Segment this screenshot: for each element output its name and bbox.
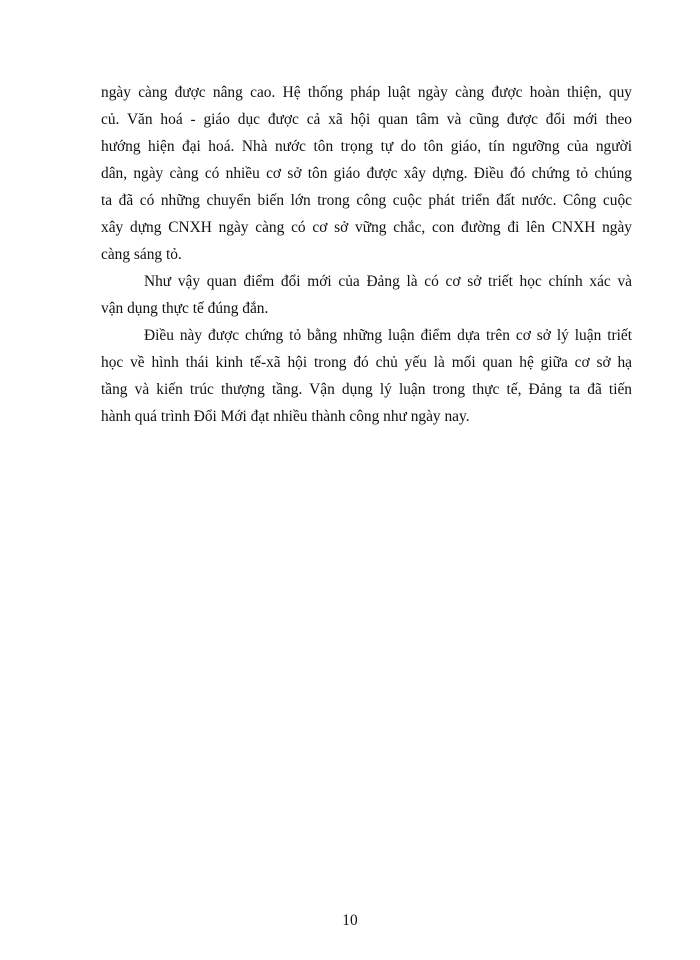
text-line: hành quá trình Đổi Mới đạt nhiều thành công như ngày nay. bbox=[101, 408, 470, 425]
text-line: học về hình thái kinh tế-xã hội trong đó chủ yếu là mối quan hệ giữa cơ sở hạ bbox=[101, 354, 632, 371]
text-line: củ. Văn hoá - giáo dục được cả xã hội quan tâm và cũng được đổi mới theo bbox=[101, 111, 632, 128]
text-line: càng sáng tỏ. bbox=[101, 246, 182, 263]
text-line: ta đã có những chuyển biến lớn trong công cuộc phát triển đất nước. Công cuộc bbox=[101, 192, 632, 209]
paragraph-2 bbox=[101, 268, 632, 322]
body-text bbox=[101, 79, 632, 430]
text-line: vận dụng thực tế đúng đắn. bbox=[101, 300, 269, 317]
text-line: Điều này được chứng tỏ bằng những luận điểm dựa trên cơ sở lý luận triết bbox=[144, 327, 632, 344]
paragraph-3 bbox=[101, 322, 632, 430]
paragraph-1 bbox=[101, 79, 632, 268]
text-line: xây dựng CNXH ngày càng có cơ sở vững chắc, con đường đi lên CNXH ngày bbox=[101, 219, 632, 236]
text-line: tầng và kiến trúc thượng tầng. Vận dụng lý luận trong thực tế, Đảng ta đã tiến bbox=[101, 381, 632, 398]
page-number: 10 bbox=[342, 912, 358, 929]
text-line: dân, ngày càng có nhiều cơ sở tôn giáo được xây dựng. Điều đó chứng tỏ chúng bbox=[101, 165, 632, 182]
text-line: ngày càng được nâng cao. Hệ thống pháp luật ngày càng được hoàn thiện, quy bbox=[101, 84, 632, 101]
text-line: Như vậy quan điểm đổi mới của Đảng là có cơ sở triết học chính xác và bbox=[144, 273, 632, 290]
text-line: hướng hiện đại hoá. Nhà nước tôn trọng tự do tôn giáo, tín ngưỡng của người bbox=[101, 138, 632, 155]
